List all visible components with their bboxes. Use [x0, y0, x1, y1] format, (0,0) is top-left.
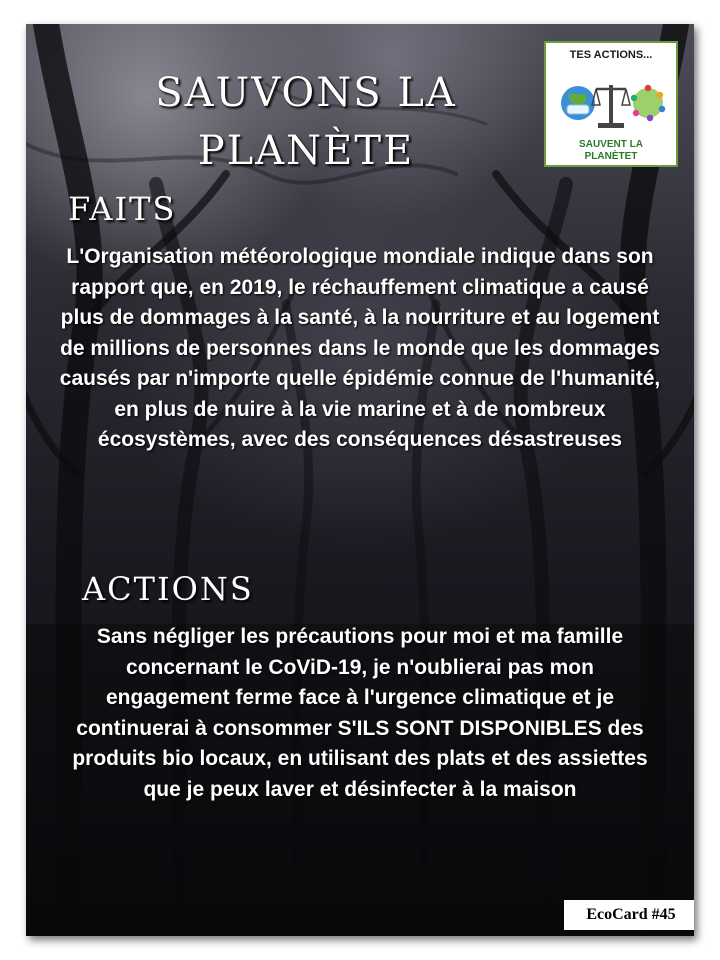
scale-icon	[592, 85, 630, 128]
faits-paragraph: L'Organisation météorologique mondiale indique dans son rapport que, en 2019, le réchauffement climatique a causé plus de dommages à la santé, à la nourriture et au logement de millions de personnes dans le monde que les dommages causés par n'importe quelle épidémie connue de l'humanité, en plus de nuire à la vie marine et à de nombreux écosystèmes, avec des conséquences désastreuses	[59, 245, 661, 451]
ecocard-number-label: EcoCard #45	[564, 900, 694, 930]
actions-paragraph: Sans négliger les précautions pour moi et ma famille concernant le CoViD-19, je n'oublierai pas mon engagement ferme face à l'urgence climatique et je continuerai à consommer S'ILS SONT DISPONIBLES des produits bio locaux, en utilisant des plats et des assiettes que je peux laver et désinfecter à la maison	[72, 625, 648, 801]
badge-top-text: TES ACTIONS...	[569, 49, 653, 61]
eco-card	[26, 24, 694, 936]
actions-badge-logo	[544, 41, 678, 167]
actions-heading: ACTIONS	[82, 570, 254, 608]
badge-bottom-line1: SAUVENT LA	[579, 139, 643, 150]
people-circle-icon	[631, 85, 665, 121]
badge-bottom-text	[546, 139, 676, 163]
page-title: SAUVONS LA PLANÈTE	[155, 70, 457, 174]
badge-bottom-line2: PLANÈTET	[584, 151, 638, 162]
badge-illustration	[556, 67, 666, 137]
earth-mask-icon	[561, 86, 595, 120]
faits-heading: FAITS	[68, 190, 177, 228]
